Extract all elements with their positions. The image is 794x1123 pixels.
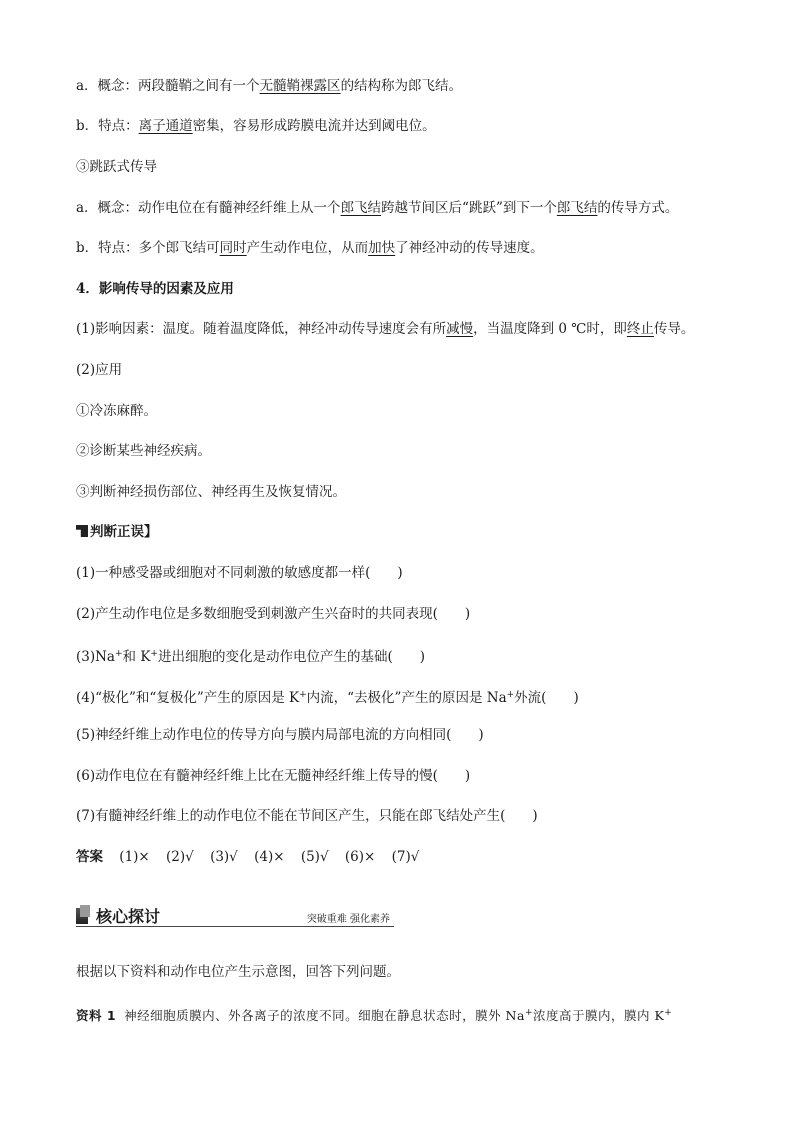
judge-item: (7)有髓神经纤维上的动作电位不能在节间区产生，只能在郎飞结处产生( ) <box>76 808 538 824</box>
text-segment: 跨越节间区后“跳跃”到下一个 <box>381 200 557 216</box>
superscript: + <box>150 649 158 659</box>
banner-block-icon <box>80 905 90 917</box>
answer-value: (7)√ <box>391 849 420 865</box>
text-segment: 密集，容易形成跨膜电流并达到阈电位。 <box>192 118 436 134</box>
judge-item: (2)产生动作电位是多数细胞受到刺激产生兴奋时的共同表现( ) <box>76 606 471 622</box>
judge-item: (1)一种感受器或细胞对不同刺激的敏感度都一样( ) <box>76 565 403 581</box>
text-segment: ，当温度降到 0 ℃时，即 <box>473 321 627 337</box>
text-segment: 了神经冲动的传导速度。 <box>395 240 544 256</box>
text-segment: a．概念：两段髓鞘之间有一个 <box>76 78 260 94</box>
answer-line <box>76 847 754 867</box>
underlined-answer: 离子通道 <box>138 118 193 134</box>
section-subtitle: 突破重难 强化素养 <box>306 914 390 925</box>
section-banner <box>76 904 394 927</box>
text-segment: (3)Na <box>76 649 115 665</box>
underlined-answer: 加快 <box>368 240 396 256</box>
material-label: 资料 1 <box>76 1008 117 1023</box>
answer-value: (4)× <box>254 849 285 865</box>
judge-item: (5)神经纤维上动作电位的传导方向与膜内局部电流的方向相同( ) <box>76 727 484 743</box>
underlined-answer: 终止 <box>626 321 654 337</box>
underlined-answer: 同时 <box>219 240 247 256</box>
node-feature-line <box>76 116 754 136</box>
application-item: ②诊断某些神经疾病。 <box>76 443 211 459</box>
text-segment: 产生动作电位，从而 <box>246 240 369 256</box>
text-segment: 内流，“去极化”产生的原因是 Na <box>306 690 507 706</box>
material-line <box>76 1003 754 1026</box>
text-segment: a．概念：动作电位在有髓神经纤维上从一个 <box>76 200 341 216</box>
superscript: + <box>506 690 515 700</box>
underlined-answer: 无髓鞘裸露区 <box>259 78 341 94</box>
text-segment: 的结构称为郎飞结。 <box>340 78 463 94</box>
text-segment: 外流( ) <box>514 690 579 706</box>
application-heading: (2)应用 <box>76 362 123 378</box>
judge-item <box>76 685 754 708</box>
application-item: ③判断神经损伤部位、神经再生及恢复情况。 <box>76 484 346 500</box>
underlined-answer: 郎飞结 <box>340 200 382 216</box>
answer-label: 答案 <box>76 849 103 865</box>
superscript: + <box>664 1008 673 1018</box>
text-segment: 神经细胞质膜内、外各离子的浓度不同。细胞在静息状态时，膜外 Na <box>124 1008 525 1023</box>
superscript: + <box>114 649 123 659</box>
judge-item <box>76 644 754 667</box>
application-item: ①冷冻麻醉。 <box>76 403 157 419</box>
text-segment: 和 K <box>122 649 151 665</box>
text-segment: (4)“极化”和“复极化”产生的原因是 K <box>76 690 300 706</box>
underlined-answer: 郎飞结 <box>556 200 598 216</box>
underlined-answer: 减慢 <box>446 321 474 337</box>
answer-value: (5)√ <box>300 849 329 865</box>
answer-value: (6)× <box>344 849 376 865</box>
intro-line: 根据以下资料和动作电位产生示意图，回答下列问题。 <box>76 964 400 980</box>
factor-line <box>76 319 754 339</box>
superscript: + <box>524 1008 533 1018</box>
answer-value: (3)√ <box>210 849 238 865</box>
section-title: 核心探讨 <box>96 907 161 926</box>
judge-title: 判断正误】 <box>90 524 158 540</box>
text-segment: (1)影响因素：温度。随着温度降低，神经冲动传导速度会有所 <box>76 321 447 337</box>
text-segment: 传导。 <box>653 321 695 337</box>
saltatory-heading: ③跳跃式传导 <box>76 159 157 175</box>
answer-value: (2)√ <box>166 849 194 865</box>
text-segment: b．特点： <box>76 118 139 134</box>
node-concept-line <box>76 76 754 96</box>
superscript: + <box>299 690 307 700</box>
text-segment: b．特点：多个郎飞结可 <box>76 240 220 256</box>
text-segment: 浓度高于膜内，膜内 K <box>532 1008 665 1023</box>
bracket-mark-icon <box>76 525 88 537</box>
section-heading: 4．影响传导的因素及应用 <box>76 281 234 297</box>
judge-item: (6)动作电位在有髓神经纤维上比在无髓神经纤维上传导的慢( ) <box>76 768 471 784</box>
text-segment: 进出细胞的变化是动作电位产生的基础( ) <box>157 649 426 665</box>
saltatory-concept-line <box>76 198 754 218</box>
judge-heading <box>76 522 754 542</box>
answer-value: (1)× <box>119 849 150 865</box>
saltatory-feature-line <box>76 238 754 258</box>
text-segment: 的传导方式。 <box>597 200 679 216</box>
